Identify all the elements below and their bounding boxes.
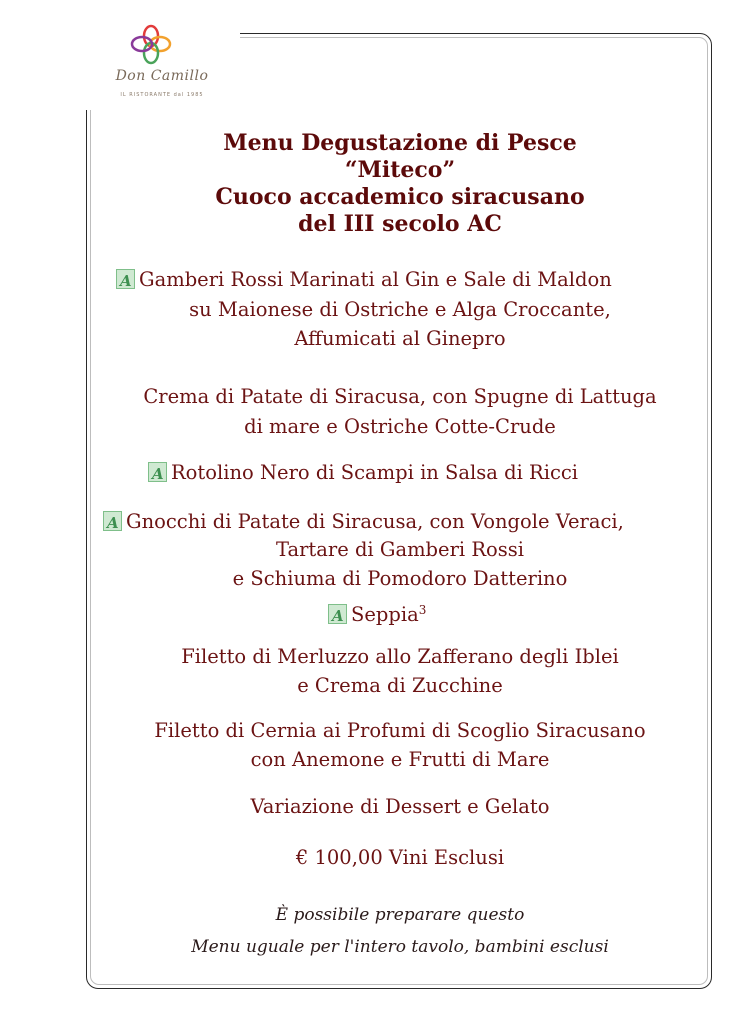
course-1-line-1: AGamberi Rossi Marinati al Gin e Sale di Maldon	[116, 268, 612, 292]
drop-cap-a-icon	[116, 269, 135, 289]
drop-cap-a-icon	[328, 604, 347, 624]
course-7-line-2: con Anemone e Frutti di Mare	[250, 748, 550, 771]
title-line-1: Menu Degustazione di Pesce	[223, 130, 577, 156]
course-4-line-3: e Schiuma di Pomodoro Datterino	[232, 567, 568, 590]
course-2-line-2: di mare e Ostriche Cotte-Crude	[244, 415, 556, 438]
course-7-line-1: Filetto di Cernia ai Profumi di Scoglio Siracusano	[154, 719, 646, 742]
course-2-line-1: Crema di Patate di Siracusa, con Spugne di Lattuga	[143, 385, 657, 408]
course-8-line-1: Variazione di Dessert e Gelato	[250, 795, 550, 818]
course-3-line-1: ARotolino Nero di Scampi in Salsa di Ricci	[148, 461, 578, 485]
drop-cap-a-icon	[148, 462, 167, 482]
course-4-line-1: AGnocchi di Patate di Siracusa, con Vongole Veraci,	[103, 510, 624, 534]
logo-subtitle: IL RISTORANTE dal 1985	[120, 92, 204, 98]
course-5-line-1: ASeppia$^3$	[328, 598, 426, 627]
course-1-line-3: Affumicati al Ginepro	[294, 327, 506, 350]
drop-cap-a-icon	[103, 511, 122, 531]
logo-wordmark: Don Camillo	[115, 68, 209, 84]
title-line-4: del III secolo AC	[298, 211, 502, 237]
note-line-1: È possibile preparare questo	[275, 905, 525, 925]
course-4-line-2: Tartare di Gamberi Rossi	[275, 538, 525, 561]
course-6-line-2: e Crema di Zucchine	[297, 674, 503, 697]
course-1-line-2: su Maionese di Ostriche e Alga Croccante,	[189, 298, 611, 321]
menu-title	[120, 130, 680, 238]
title-line-2: “Miteco”	[344, 157, 456, 183]
course-6-line-1: Filetto di Merluzzo allo Zafferano degli Iblei	[181, 645, 619, 668]
price: € 100,00 Vini Esclusi	[295, 846, 505, 869]
note-line-2: Menu uguale per l'intero tavolo, bambini esclusi	[191, 937, 609, 957]
title-line-3: Cuoco accademico siracusano	[215, 184, 585, 210]
